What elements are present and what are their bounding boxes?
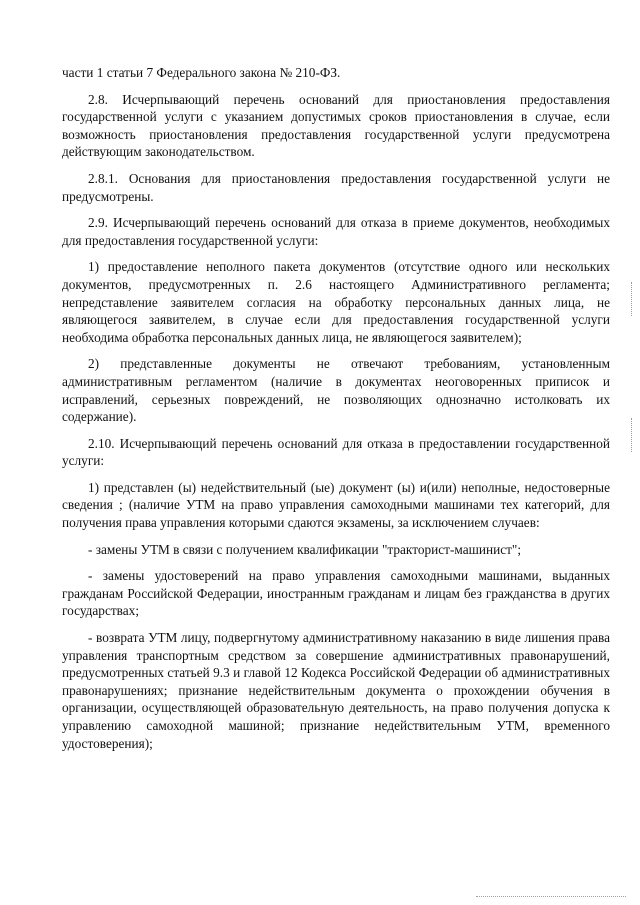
paragraph-2-8-1: 2.8.1. Основания для приостановления предоставления государственной услуги не предусмотрены. bbox=[62, 170, 610, 204]
paragraph-2-10: 2.10. Исчерпывающий перечень оснований для отказа в предоставлении государственной услуги: bbox=[62, 435, 610, 469]
paragraph-law-reference: части 1 статьи 7 Федерального закона № 210-ФЗ. bbox=[62, 65, 341, 80]
paragraph-exception-1: - замены УТМ в связи с получением квалификации "тракторист-машинист"; bbox=[88, 541, 522, 557]
scan-edge-mark bbox=[631, 418, 634, 452]
scan-bottom-mark bbox=[476, 896, 626, 899]
paragraph-exception-3: - возврата УТМ лицу, подвергнутому административному наказанию в виде лишения права управления транспортным средством за совершение административных правонарушений, предусмотренных статьей 9.3 и главой 12 Кодекса Российской Федерации об административных правонарушениях; признание недействительным документа о прохождении обучения в организации, осуществляющей образовательную деятельность, на право получения допуска к управлению самоходной машиной; признание недействительным УТМ, временного удостоверения); bbox=[62, 630, 610, 751]
paragraph-2-9-item-2: 2) представленные документы не отвечают требованиям, установленным административным регламентом (наличие в документах неоговоренных приписок и исправлений, серьезных повреждений, не позволяющих однозначно истолковать их содержание). bbox=[62, 356, 610, 425]
paragraph-2-9-item-1: 1) предоставление неполного пакета документов (отсутствие одного или нескольких документов, предусмотренных п. 2.6 настоящего Административного регламента; непредставление заявителем согласия на обработку персональных данных лица, не являющегося заявителем, в случае если для предоставления государственной услуги необходима обработка персональных данных лица, не являющегося заявителем); bbox=[62, 259, 610, 345]
paragraph-2-10-item-1: 1) представлен (ы) недействительный (ые) документ (ы) и(или) неполные, недостоверные сведения ; (наличие УТМ на право управления самоходными машинами тех категорий, для получения права управления которыми сдаются экзамены, за исключением случаев: bbox=[62, 479, 610, 531]
paragraph-2-8: 2.8. Исчерпывающий перечень оснований для приостановления предоставления государственной услуги с указанием допустимых сроков приостановления в случае, если возможность приостановления предоставления государственной услуги предусмотрена действующим законодательством. bbox=[62, 91, 610, 160]
paragraph-exception-2: - замены удостоверений на право управления самоходными машинами, выданных гражданам Российской Федерации, иностранным гражданам и лицам без гражданства в других государствах; bbox=[62, 568, 610, 619]
scan-edge-mark bbox=[631, 282, 634, 316]
document-page bbox=[62, 64, 610, 761]
paragraph-2-9: 2.9. Исчерпывающий перечень оснований для отказа в приеме документов, необходимых для предоставления государственной услуги: bbox=[62, 215, 610, 248]
